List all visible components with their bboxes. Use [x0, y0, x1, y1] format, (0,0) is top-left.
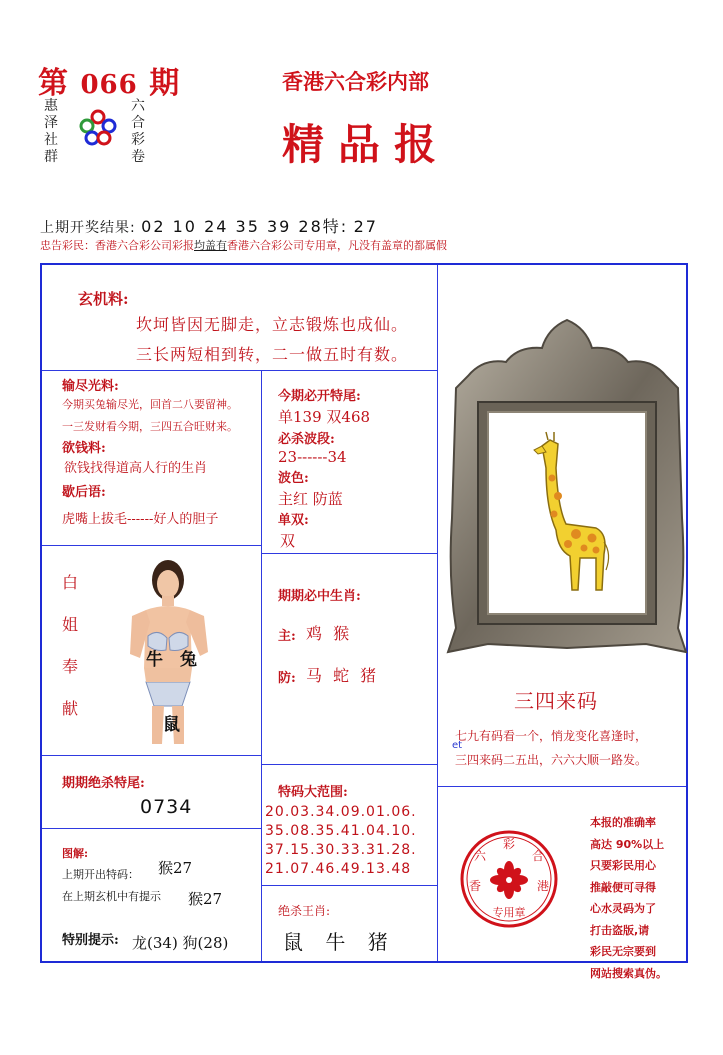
danshuang-text: 双 — [280, 532, 296, 550]
warning-notice — [40, 237, 447, 253]
accuracy-line: 只要彩民用心 — [590, 859, 656, 872]
yuqian-text: 欲钱找得道高人行的生肖 — [64, 461, 208, 476]
divider — [437, 265, 438, 371]
bodun-label: 必杀波段: — [278, 432, 335, 447]
notice-suffix: 香港六合彩公司专用章，凡没有盖章的都属假 — [227, 239, 447, 252]
shujin-label: 输尽光料: — [62, 379, 119, 394]
bose-label: 波色: — [278, 471, 309, 486]
baijie-char: 白 — [62, 573, 79, 592]
jueshawei-text: 0734 — [140, 796, 193, 818]
accuracy-statement — [590, 812, 682, 984]
brand-char: 社 — [44, 132, 58, 148]
yuqian-label: 欲钱料: — [62, 441, 106, 456]
stray-text: et — [452, 740, 463, 751]
last-result-numbers: 02 10 24 35 39 28 — [141, 217, 323, 236]
notice-underlined: 均盖有 — [194, 239, 227, 252]
tewei-label: 今期必开特尾: — [278, 389, 361, 404]
accuracy-line: 网站搜索真伪。 — [590, 966, 667, 980]
issue-number — [38, 58, 180, 102]
sansi-poem: 三四来码二五出，六六大顺一路发。 — [455, 753, 648, 767]
divider — [261, 885, 437, 886]
xuanji-line: 坎坷皆因无脚走，立志锻炼也成仙。 — [136, 315, 409, 334]
danshuang-label: 单双: — [278, 513, 309, 528]
seal-char: 香 — [468, 879, 482, 893]
special-label: 特: — [322, 217, 349, 236]
giraffe-mirror-image — [446, 318, 688, 660]
fang-zodiac: 马 蛇 猪 — [306, 666, 380, 685]
brand-char: 卷 — [131, 149, 145, 165]
zodiac-label: 鼠 — [163, 715, 180, 735]
divider — [42, 828, 261, 829]
zodiac-label: 兔 — [180, 650, 197, 670]
tujie-line: 在上期玄机中有提示 — [62, 890, 161, 903]
last-draw-result — [40, 214, 378, 237]
accuracy-line: 打击盗版,请 — [590, 923, 650, 937]
tujie-label: 图解: — [62, 847, 89, 860]
baijie-char: 姐 — [62, 615, 79, 634]
brand-char: 惠 — [44, 98, 58, 114]
divider — [42, 755, 261, 756]
accuracy-line: 推敲便可寻得 — [590, 880, 656, 894]
tebie-text: 龙(34) 狗(28) — [132, 934, 229, 952]
sansi-poem: 七九有码看一个，悄龙变化喜逢时， — [455, 729, 648, 743]
shujin-line: 今期买兔输尽光，回首二八要留神。 — [62, 398, 238, 411]
divider — [261, 371, 262, 961]
baijie-char: 献 — [62, 699, 79, 718]
xiehouyu-text: 虎嘴上拔毛------好人的胆子 — [62, 512, 219, 527]
divider — [261, 553, 437, 554]
official-seal-icon — [458, 828, 560, 930]
bose-text: 主红 防蓝 — [278, 490, 343, 508]
shujin-line: 一三发财看今期，三四五合旺财来。 — [62, 420, 238, 433]
tema-row: 21.07.46.49.13.48 — [265, 861, 412, 877]
tujie-value: 猴27 — [158, 859, 193, 877]
brand-name-left — [44, 98, 60, 166]
rings-logo-icon — [78, 108, 118, 148]
issue-num: 066 — [80, 70, 138, 100]
brand-char: 彩 — [131, 132, 145, 148]
divider — [42, 545, 261, 546]
special-number: 27 — [353, 217, 378, 236]
tujie-line: 上期开出特码： — [62, 868, 139, 881]
divider — [437, 371, 438, 961]
fang-label: 防: — [278, 671, 296, 686]
accuracy-line: 高达 90%以上 — [590, 837, 665, 851]
tema-row: 20.03.34.09.01.06. — [265, 804, 417, 820]
notice-prefix: 忠告彩民：香港六合彩公司彩报 — [40, 239, 194, 252]
sansi-title: 三四来码 — [514, 689, 598, 713]
brand-char: 六 — [131, 98, 145, 114]
brand-char: 群 — [44, 149, 58, 165]
issue-suffix: 期 — [149, 66, 181, 101]
paper-title: 精品报 — [282, 120, 451, 169]
xuanji-line: 三长两短相到转，二一做五时有数。 — [136, 345, 409, 364]
tebie-label: 特别提示: — [62, 933, 119, 948]
jueshawangxiao-text: 鼠 牛 猪 — [283, 930, 396, 954]
jueshawei-label: 期期绝杀特尾: — [62, 776, 145, 791]
brand-name-right — [131, 98, 147, 166]
main-zodiac: 鸡 猴 — [306, 624, 353, 643]
main-label: 主: — [278, 629, 296, 644]
tewei-text: 单139 双468 — [278, 408, 371, 426]
zodiac-label: 牛 — [146, 650, 163, 670]
seal-base: 专用章 — [492, 906, 526, 919]
baijie-column — [62, 562, 82, 730]
brand-char: 合 — [131, 115, 145, 131]
tema-row: 37.15.30.33.31.28. — [265, 842, 417, 858]
accuracy-line: 心水灵码为了 — [590, 902, 656, 915]
temadafanwei-label: 特码大范围: — [278, 785, 348, 800]
divider — [261, 764, 437, 765]
divider — [42, 370, 438, 371]
bodun-text: 23------34 — [278, 448, 347, 466]
accuracy-line: 本报的准确率 — [590, 816, 656, 829]
seal-char: 合 — [531, 849, 545, 863]
divider — [437, 786, 686, 787]
baijie-char: 奉 — [62, 657, 79, 676]
seal-char: 彩 — [502, 837, 516, 851]
site-name: 香港六合彩内部 — [282, 69, 429, 94]
last-result-label: 上期开奖结果: — [40, 220, 136, 236]
xiehouyu-label: 歇后语: — [62, 485, 106, 500]
zhongshengxiao-label: 期期必中生肖: — [278, 589, 361, 604]
brand-char: 泽 — [44, 115, 58, 131]
tema-row: 35.08.35.41.04.10. — [265, 823, 417, 839]
tujie-value: 猴27 — [188, 890, 223, 908]
accuracy-line: 彩民无宗要到 — [590, 945, 656, 958]
jueshawangxiao-label: 绝杀王肖: — [278, 904, 331, 918]
xuanji-label: 玄机料: — [78, 290, 129, 308]
seal-char: 六 — [473, 849, 487, 863]
seal-char: 港 — [536, 879, 550, 893]
issue-prefix: 第 — [38, 66, 69, 101]
